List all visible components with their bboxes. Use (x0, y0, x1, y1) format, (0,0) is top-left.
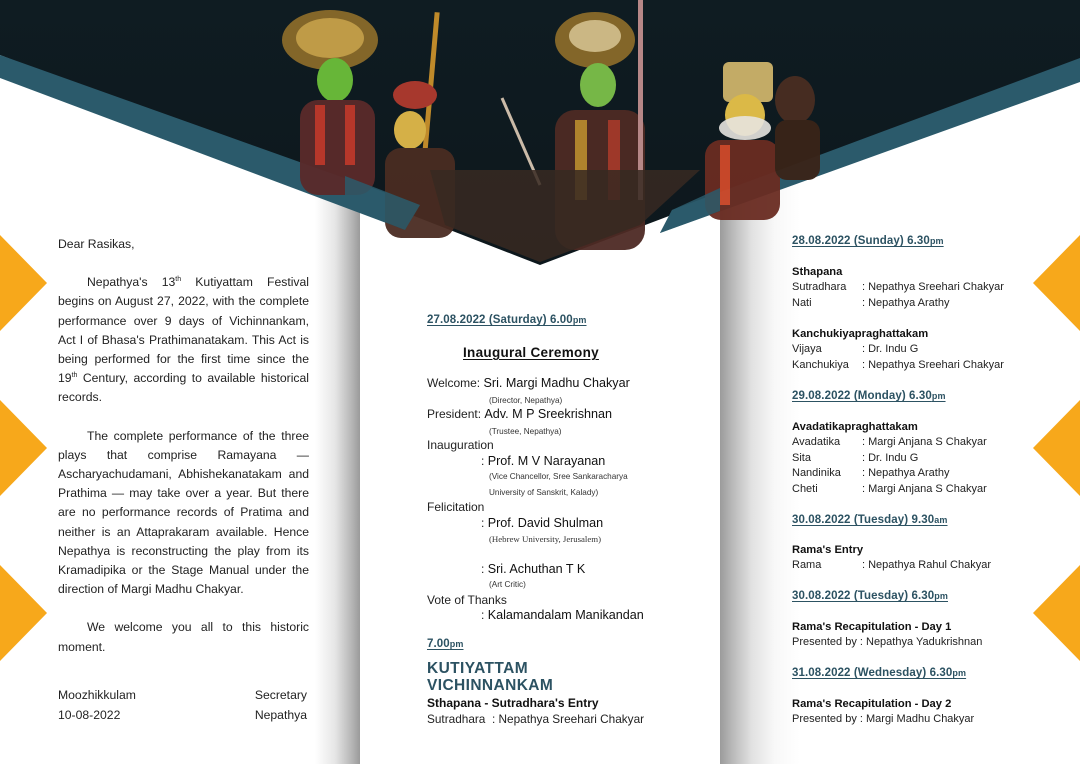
vote-of-thanks-label: Vote of Thanks (427, 593, 507, 607)
orange-arrow-right-1 (1033, 235, 1080, 331)
cast-row: Sutradhara : Nepathya Sreehari Chakyar (792, 281, 1004, 293)
play-title-line-2: VICHINNANKAM (427, 677, 554, 694)
cast-row: Nati : Nepathya Arathy (792, 297, 950, 309)
orange-arrow-left-1 (0, 235, 47, 331)
inauguration-role-2: University of Sanskrit, Kalady) (489, 488, 599, 497)
header-artwork (0, 0, 1080, 270)
felicitation-role-1: (Hebrew University, Jerusalem) (489, 534, 602, 544)
vote-of-thanks-row: : Kalamandalam Manikandan (481, 608, 644, 622)
cast-row: Presented by : Margi Madhu Chakyar (792, 713, 975, 725)
inauguration-role-1: (Vice Chancellor, Sree Sankaracharya (489, 472, 628, 481)
letter-paragraph-3: We welcome you all to this historic moment. (58, 620, 309, 654)
cast-row: Rama : Nepathya Rahul Chakyar (792, 559, 992, 571)
welcome-letter (58, 235, 309, 676)
orange-arrow-left-3 (0, 565, 47, 661)
cast-row: Sutradhara : Nepathya Sreehari Chakyar (427, 712, 645, 726)
orange-arrow-right-2 (1033, 400, 1080, 496)
welcome-role: (Director, Nepathya) (489, 396, 563, 405)
cast-row: Presented by : Nepathya Yadukrishnan (792, 636, 983, 648)
cast-row: Avadatika : Margi Anjana S Chakyar (792, 436, 987, 448)
letter-paragraph-1: Nepathya's 13th Kutiyattam Festival begins on August 27, 2022, with the complete performance over 9 days of Vichinnankam, Act I of Bhasa's Prathimanatakam. This Act is being performed for the first time since the 19th Century, according to available historical records. (58, 275, 309, 405)
cast-row: Vijaya : Dr. Indu G (792, 343, 919, 355)
schedule-date-30-pm: 30.08.2022 (Tuesday) 6.30pm (792, 590, 948, 602)
welcome-row: Welcome: Sri. Margi Madhu Chakyar (427, 376, 630, 390)
inauguration-row: : Prof. M V Narayanan (481, 454, 606, 468)
act-title: Sthapana - Sutradhara's Entry (427, 696, 599, 710)
place: Moozhikkulam (58, 688, 136, 702)
letter-date: 10-08-2022 (58, 708, 121, 722)
felicitation-role-2: (Art Critic) (489, 580, 526, 589)
date-heading: 27.08.2022 (Saturday) 6.00pm (427, 314, 587, 326)
act-title: Avadatikapraghattakam (792, 421, 918, 433)
play-title-line-1: KUTIYATTAM (427, 660, 529, 677)
schedule-date-30-am: 30.08.2022 (Tuesday) 9.30am (792, 514, 948, 526)
president-row: President: Adv. M P Sreekrishnan (427, 407, 613, 421)
act-title: Sthapana (792, 266, 843, 278)
orange-arrow-right-3 (1033, 565, 1080, 661)
orange-arrow-left-2 (0, 400, 47, 496)
inauguration-label: Inauguration (427, 438, 494, 452)
act-title: Kanchukiyapraghattakam (792, 328, 929, 340)
signatory-org: Nepathya (254, 708, 307, 722)
salutation: Dear Rasikas, (58, 237, 135, 251)
schedule-date-28: 28.08.2022 (Sunday) 6.30pm (792, 235, 944, 247)
signatory-title: Secretary (254, 688, 307, 702)
schedule-date-31: 31.08.2022 (Wednesday) 6.30pm (792, 667, 967, 679)
president-role: (Trustee, Nepathya) (489, 427, 562, 436)
act-title: Rama's Entry (792, 544, 864, 556)
felicitation-row-2: : Sri. Achuthan T K (481, 562, 586, 576)
cast-row: Cheti : Margi Anjana S Chakyar (792, 483, 987, 495)
cast-row: Sita : Dr. Indu G (792, 452, 919, 464)
act-title: Rama's Recapitulation - Day 2 (792, 698, 952, 710)
felicitation-label: Felicitation (427, 500, 485, 514)
letter-paragraph-2: The complete performance of the three plays that comprise Ramayana — Ascharyachudamani, Abhishekanatakam and Prathima — may take over a year. But there are no performance records of Pratima and neither is an Attaprakaram available. Hence Nepathya is reconstructing the play from its Kramadipika or the Stage Manual under the direction of Margi Madhu Chakyar. (58, 428, 309, 597)
schedule-date-29: 29.08.2022 (Monday) 6.30pm (792, 390, 946, 402)
felicitation-row-1: : Prof. David Shulman (481, 516, 604, 530)
time-heading: 7.00pm (427, 638, 464, 650)
cast-row: Kanchukiya : Nepathya Sreehari Chakyar (792, 359, 1004, 371)
act-title: Rama's Recapitulation - Day 1 (792, 621, 952, 633)
ceremony-title: Inaugural Ceremony (463, 345, 599, 360)
cast-row: Nandinika : Nepathya Arathy (792, 467, 950, 479)
